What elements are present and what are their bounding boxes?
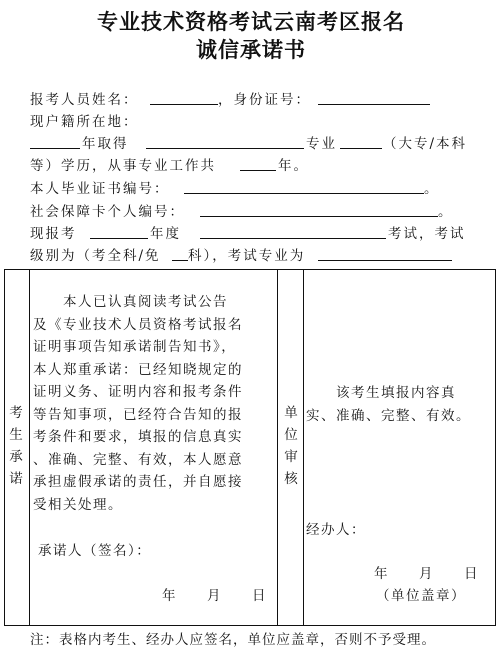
apply-year-field[interactable] <box>90 238 148 239</box>
table-divider-3 <box>303 270 304 625</box>
commitment-line: 证明事项告知承诺制告知书》， <box>33 339 237 355</box>
right-date: 年 月 日 <box>374 566 479 582</box>
exam-major-field[interactable] <box>318 260 452 261</box>
unit-text-line: 该考生填报内容真 <box>306 385 456 401</box>
id-number-field[interactable] <box>318 104 430 105</box>
certificate-period: 。 <box>424 181 440 197</box>
commitment-line: 证明义务、证明内容和报考条件 <box>33 384 243 400</box>
level-suffix: 科），考试专业为 <box>188 248 306 264</box>
work-years-field[interactable] <box>240 170 276 171</box>
exam-name-field[interactable] <box>200 238 386 239</box>
footer-note: 注：表格内考生、经办人应签名，单位应盖章，否则不予受理。 <box>30 632 436 648</box>
social-security-field[interactable] <box>200 216 438 217</box>
residence-label: 现户籍所在地： <box>30 114 139 130</box>
name-field[interactable] <box>150 104 218 105</box>
commitment-line: 、准确、完整、有效，本人愿意 <box>33 451 243 468</box>
unit-text-line: 实、准确、完整、有效。 <box>306 407 471 424</box>
commitment-line: 等告知事项，已经符合告知的报 <box>33 406 243 423</box>
exempt-subjects-field[interactable] <box>172 260 188 261</box>
social-security-period: 。 <box>438 204 454 220</box>
commitment-line: 本人已认真阅读考试公告 <box>33 294 228 310</box>
degree-note: （大专/本科 <box>383 136 468 152</box>
table-divider-1 <box>29 270 30 625</box>
year-obtained-label: 年取得 <box>82 136 129 152</box>
social-security-label: 社会保障卡个人编号： <box>30 204 185 220</box>
unit-review-text <box>306 382 471 427</box>
apply-year-label: 年度 <box>150 226 181 242</box>
id-label: ，身份证号： <box>218 92 311 108</box>
year-obtained-field[interactable] <box>30 148 80 149</box>
commitment-line: 及《专业技术人员资格考试报名 <box>33 316 243 333</box>
apply-prefix: 现报考 <box>30 226 77 242</box>
commitment-line: 本人郑重承诺：已经知晓规定的 <box>33 361 243 378</box>
certificate-label: 本人毕业证书编号： <box>30 181 170 197</box>
unit-seal-label: （单位盖章） <box>376 588 466 604</box>
table-divider-2 <box>277 270 278 625</box>
major-label: 专业 <box>306 136 337 152</box>
document-title-line1: 专业技术资格考试云南考区报名 <box>97 9 405 34</box>
exam-label: 考试，考试 <box>388 226 466 242</box>
commitment-text <box>33 291 243 516</box>
signature-label: 承诺人（签名）： <box>38 543 152 559</box>
document-title-line2: 诚信承诺书 <box>196 37 306 62</box>
left-date: 年 月 日 <box>162 588 267 604</box>
level-prefix: 级别为（考全科/免 <box>30 248 161 264</box>
years-label: 年。 <box>278 158 309 174</box>
name-label: 报考人员姓名： <box>30 92 139 108</box>
candidate-commitment-header: 考生承诺 <box>9 405 23 487</box>
commitment-line: 承担虚假承诺的责任，并自愿接 <box>33 474 243 490</box>
degree-continued: 等）学历，从事专业工作共 <box>30 158 216 174</box>
commitment-line: 考条件和要求，填报的信息真实 <box>33 429 243 445</box>
certificate-field[interactable] <box>184 193 424 194</box>
handler-label: 经办人： <box>306 522 366 538</box>
unit-review-header: 单位审核 <box>284 405 298 487</box>
commitment-line: 受相关处理。 <box>33 496 123 513</box>
major-field[interactable] <box>340 148 382 149</box>
school-field[interactable] <box>146 148 304 149</box>
